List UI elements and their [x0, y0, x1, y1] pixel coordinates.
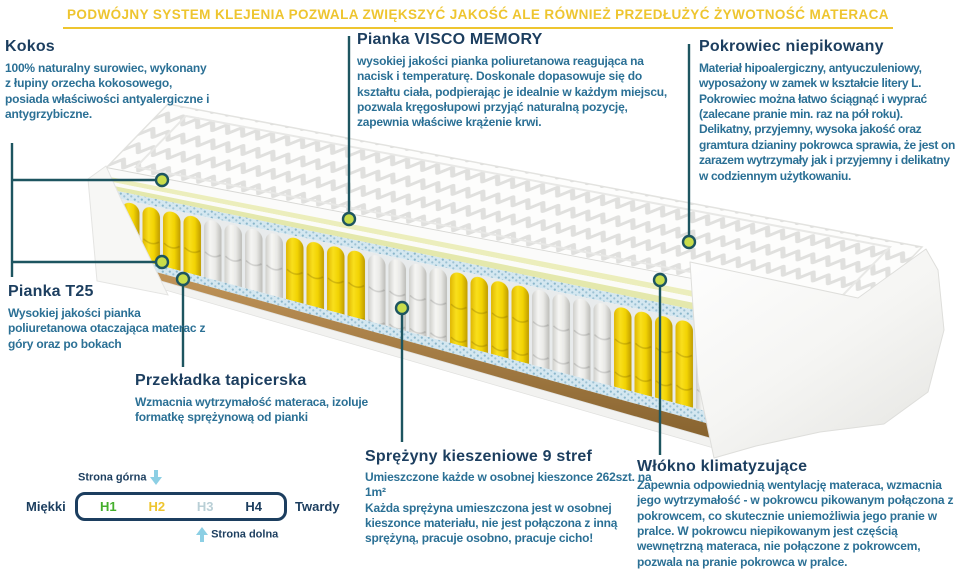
level-h2: H2 — [148, 499, 166, 514]
kokos-title: Kokos — [5, 38, 55, 55]
dot-wlokno — [654, 274, 666, 286]
note-strona-dolna: Strona dolna — [196, 527, 278, 542]
arrow-up-icon — [196, 527, 208, 542]
visco-title: Pianka VISCO MEMORY — [357, 31, 543, 48]
sprezyny-desc-2: Każda sprężyna umieszczona jest w osobnej kieszonce materiału, nie jest połączona z inną sprężyną, pracuje osobno, pracuje cicho! — [365, 500, 618, 546]
wlokno-title: Włókno klimatyzujące — [637, 458, 808, 475]
kokos-label — [5, 38, 210, 122]
pianka-t25-desc: Wysokiej jakości pianka poliuretanowa otaczająca materac z góry oraz po bokach — [8, 306, 206, 351]
sprezyny-label — [365, 448, 665, 547]
przekladka-desc: Wzmacnia wytrzymałość materaca, izoluje formatkę sprężynową od pianki — [135, 395, 368, 425]
dot-kokos — [156, 174, 168, 186]
pokrowiec-title: Pokrowiec niepikowany — [699, 38, 884, 55]
wlokno-label — [637, 458, 955, 570]
arrow-down-icon — [150, 470, 162, 485]
level-h4: H4 — [245, 499, 262, 514]
scale-box — [75, 492, 287, 521]
sprezyny-desc-1: Umieszczone każde w osobnej kieszonce 262szt. na 1m² — [365, 470, 652, 500]
visco-desc: wysokiej jakości pianka poliuretanowa reagująca na nacisk i temperaturę. Doskonale dopasowuje się do kształtu ciała, podpierając je idealnie w każdym miejscu, pozwala kręgosłupowi przyjąć naturalną pozycję, zapewnia właściwe krążenie krwi. — [357, 54, 668, 130]
pokrowiec-desc: Materiał hipoalergiczny, antyuczuleniowy, wyposażony w zamek w kształcie litery L. Pokrowiec można łatwo ściągnąć i wyprać (zalecane pranie min. raz na pół roku). Delikatny, przyjemny, wysoka jakość oraz gramtura dzianiny pokrowca sprawia, że jest on zarazem wytrzymały jak i przyjemny i delikatny w codziennym użytkowaniu. — [699, 61, 955, 183]
przekladka-title: Przekładka tapicerska — [135, 372, 307, 389]
wlokno-desc: Zapewnia odpowiednią wentylację materaca, wzmacnia jego wytrzymałość - w pokrowcu pikowanym połączona z pokrowcem, co skutecznie uniemożliwia jego pranie w pralce. W pokrowcu niepikowanym jest częścią wewnętrzną materaca, nie połączone z pokrowcem, pozwala na pranie pokrowca w pralce. — [637, 478, 954, 569]
miekki-label: Miękki — [26, 499, 66, 514]
note-strona-gorna: Strona górna — [78, 470, 162, 485]
level-h1: H1 — [100, 499, 117, 514]
dot-pokrowiec — [683, 236, 695, 248]
przekladka-label — [135, 372, 395, 426]
dot-visco — [343, 213, 355, 225]
twardy-label: Twardy — [295, 499, 340, 514]
header-title: PODWÓJNY SYSTEM KLEJENIA POZWALA ZWIĘKSZYĆ JAKOŚĆ ALE RÓWNIEŻ PRZEDŁUŻYĆ ŻYWOTNOŚĆ MATERACA — [67, 7, 889, 22]
pianka-t25-label — [8, 283, 208, 352]
pianka-t25-title: Pianka T25 — [8, 283, 94, 300]
pokrowiec-label — [699, 38, 955, 184]
kokos-desc: 100% naturalny surowiec, wykonany z łupiny orzecha kokosowego, posiada właściwości antyalergiczne i antygrzybiczne. — [5, 61, 210, 122]
dot-pianka-t25 — [156, 256, 168, 268]
visco-label — [357, 31, 677, 131]
sprezyny-title: Sprężyny kieszeniowe 9 stref — [365, 448, 593, 465]
level-h3: H3 — [196, 499, 214, 514]
dot-sprezyny — [396, 302, 408, 314]
header-banner — [0, 6, 956, 29]
